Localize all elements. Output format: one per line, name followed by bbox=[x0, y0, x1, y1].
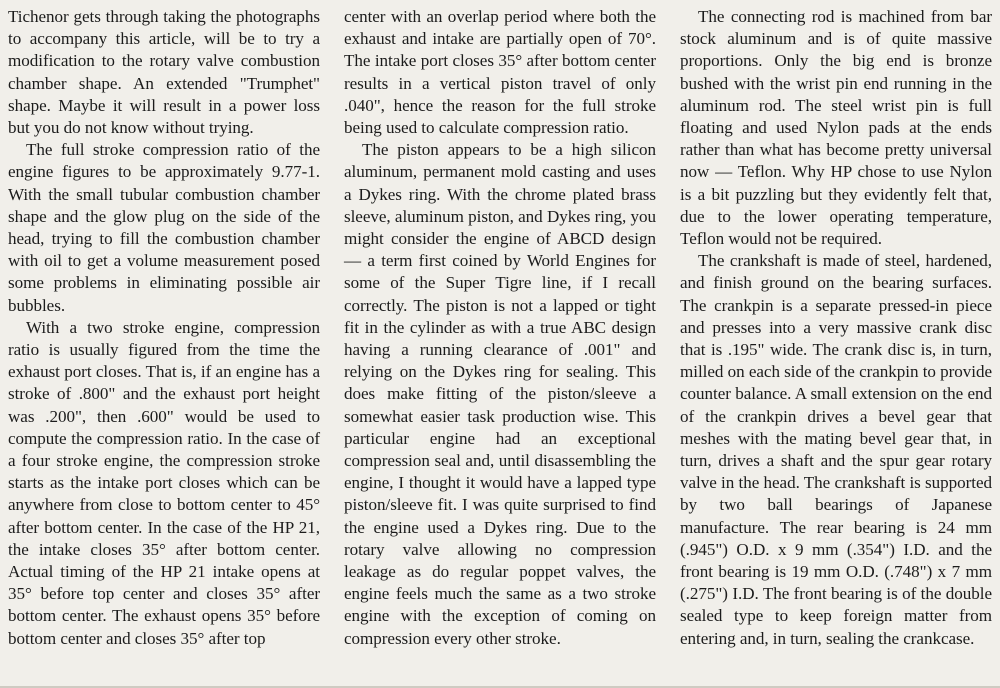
paragraph: The full stroke compression ratio of the engine figures to be approximately 9.77-1. With the small tubular combustion chamber shape and the glow plug on the side of the head, trying to fill the combustion chamber with oil to get a volume measurement posed some problems in eliminating possible air bubbles. bbox=[8, 140, 320, 315]
paragraph: Tichenor gets through taking the photographs to accompany this article, will be to try a modification to the rotary valve combustion chamber shape. An extended "Trumphet" shape. Maybe it will result in a power loss but you do not know without trying. bbox=[8, 7, 320, 138]
paragraph: The connecting rod is machined from bar stock aluminum and is of quite massive proportions. Only the big end is bronze bushed with the wrist pin end running in the aluminum rod. The steel wrist pin is full floating and used Nylon pads at the ends rather than what has become pretty universal now — Teflon. Why HP chose to use Nylon is a bit puzzling but they evidently felt that, due to the lower operating temperature, Teflon would not be required. bbox=[680, 7, 992, 249]
paragraph: The piston appears to be a high silicon aluminum, permanent mold casting and uses a Dykes ring. With the chrome plated brass sleeve, aluminum piston, and Dykes ring, you might consider the engine of ABCD design — a term first coined by World Engines for some of the Super Tigre line, if I recall correctly. The piston is not a lapped or tight fit in the cylinder as with a true ABC design having a running clearance of .001" and relying on the Dykes ring for sealing. This does make fitting of the piston/sleeve a somewhat easier task production wise. This particular engine had an exceptional compression seal and, until disassembling the engine, I thought it would have a lapped type piston/sleeve fit. I was quite surprised to find the engine used a Dykes ring. Due to the rotary valve allowing no compression leakage as do regular poppet valves, the engine feels much the same as a two stroke engine with the exception of coming on compression every other stroke. bbox=[344, 140, 656, 648]
paragraph: With a two stroke engine, compression ratio is usually figured from the time the exhaust port closes. That is, if an engine has a stroke of .800" and the exhaust port height was .200", then .600" would be used to compute the compression ratio. In the case of a four stroke engine, the compression stroke starts as the intake port closes which can be anywhere from close to bottom center to 45° after bottom center. In the case of the HP 21, the intake closes 35° after bottom center. Actual timing of the HP 21 intake opens at 35° before top center and closes 35° after bottom center. The exhaust opens 35° before bottom center and closes 35° after top bbox=[8, 317, 320, 648]
text-column-2 bbox=[344, 6, 656, 688]
text-column-3 bbox=[680, 6, 992, 688]
text-column-1 bbox=[8, 6, 320, 688]
paragraph: center with an overlap period where both the exhaust and intake are partially open of 70°. The intake port closes 35° after bottom center results in a vertical piston travel of only .040", hence the reason for the full stroke being used to calculate compression ratio. bbox=[344, 7, 656, 138]
paragraph: The crankshaft is made of steel, hardened, and finish ground on the bearing surfaces. The crankpin is a separate pressed-in piece and presses into a very massive crank disc that is .195" wide. The crank disc is, in turn, milled on each side of the crankpin to provide counter balance. A small extension on the end of the crankpin drives a bevel gear that meshes with the mating bevel gear that, in turn, drives a shaft and the spur gear rotary valve in the head. The crankshaft is supported by two ball bearings of Japanese manufacture. The rear bearing is 24 mm (.945") O.D. x 9 mm (.354") I.D. and the front bearing is 19 mm O.D. (.748") x 7 mm (.275") I.D. The front bearing is of the double sealed type to keep foreign matter from entering and, in turn, sealing the crankcase. bbox=[680, 251, 992, 648]
